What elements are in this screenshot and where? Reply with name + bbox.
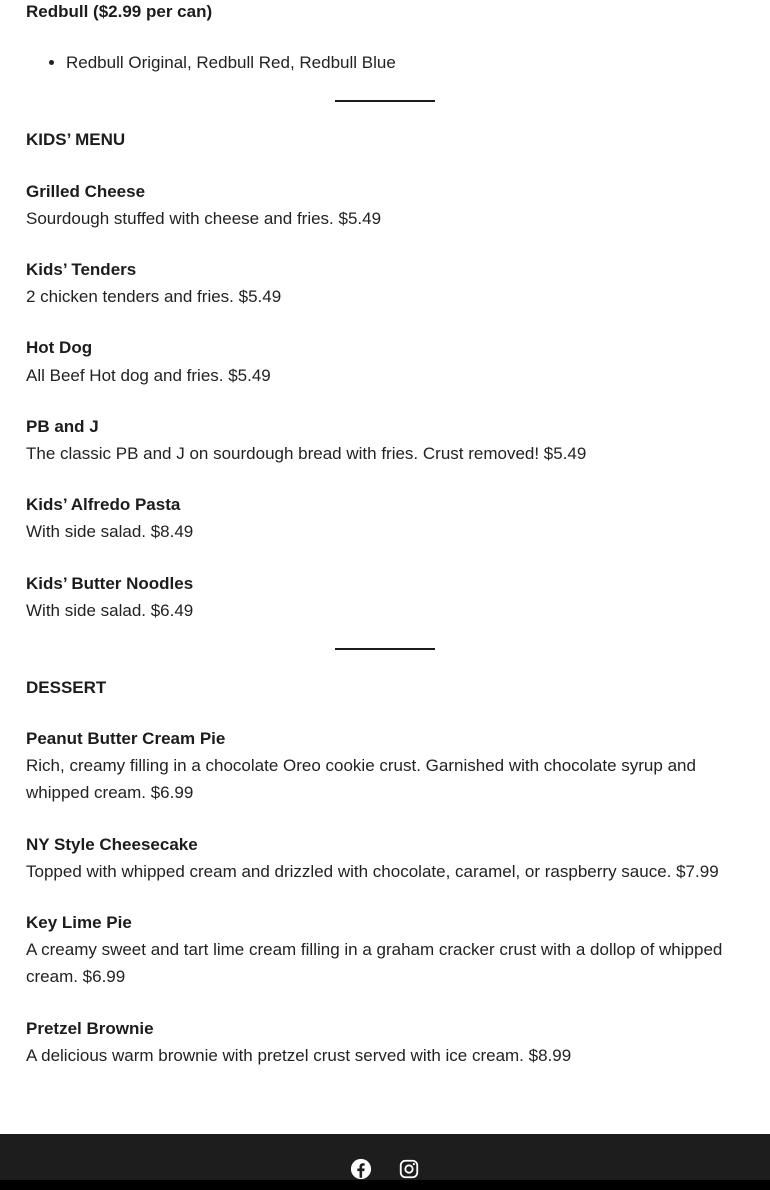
menu-item-description: A creamy sweet and tart lime cream filling in a graham cracker crust with a dollop of whipped cream. $6.99 (26, 940, 723, 986)
drinks-list (26, 50, 396, 76)
menu-item-name: NY Style Cheesecake (26, 835, 198, 854)
menu-item-name: Key Lime Pie (26, 913, 132, 932)
section-divider (335, 648, 435, 650)
menu-item-name: Grilled Cheese (26, 182, 146, 201)
footer-bottom-bar (0, 1180, 770, 1190)
menu-item-name: Kids’ Tenders (26, 260, 137, 279)
facebook-icon[interactable] (350, 1158, 372, 1180)
menu-item-name: Peanut Butter Cream Pie (26, 729, 226, 748)
menu-item-description: 2 chicken tenders and fries. $5.49 (26, 287, 282, 306)
menu-item-description: The classic PB and J on sourdough bread with fries. Crust removed! $5.49 (26, 444, 587, 463)
menu-item-name: Kids’ Butter Noodles (26, 574, 194, 593)
instagram-icon[interactable] (398, 1158, 420, 1180)
menu-item-description: With side salad. $8.49 (26, 522, 194, 541)
menu-item-name: Pretzel Brownie (26, 1019, 154, 1038)
menu-item-description: Sourdough stuffed with cheese and fries. $5.49 (26, 209, 382, 228)
menu-item-description: Rich, creamy filling in a chocolate Oreo cookie crust. Garnished with chocolate syrup and whipped cream. $6.99 (26, 756, 696, 802)
menu-item-description: All Beef Hot dog and fries. $5.49 (26, 366, 271, 385)
section-divider (335, 100, 435, 102)
kids-menu-heading: KIDS’ MENU (26, 130, 126, 149)
menu-item-name: Hot Dog (26, 338, 93, 357)
menu-item-description: With side salad. $6.49 (26, 601, 194, 620)
menu-item-name: PB and J (26, 417, 99, 436)
menu-item-name: Kids’ Alfredo Pasta (26, 495, 181, 514)
menu-item-description: Topped with whipped cream and drizzled with chocolate, caramel, or raspberry sauce. $7.99 (26, 862, 719, 881)
dessert-heading: DESSERT (26, 678, 107, 697)
menu-item-description: A delicious warm brownie with pretzel crust served with ice cream. $8.99 (26, 1046, 572, 1065)
drinks-list-item: • Redbull Original, Redbull Red, Redbull Blue (66, 50, 396, 76)
drinks-heading: Redbull ($2.99 per can) (26, 2, 213, 21)
